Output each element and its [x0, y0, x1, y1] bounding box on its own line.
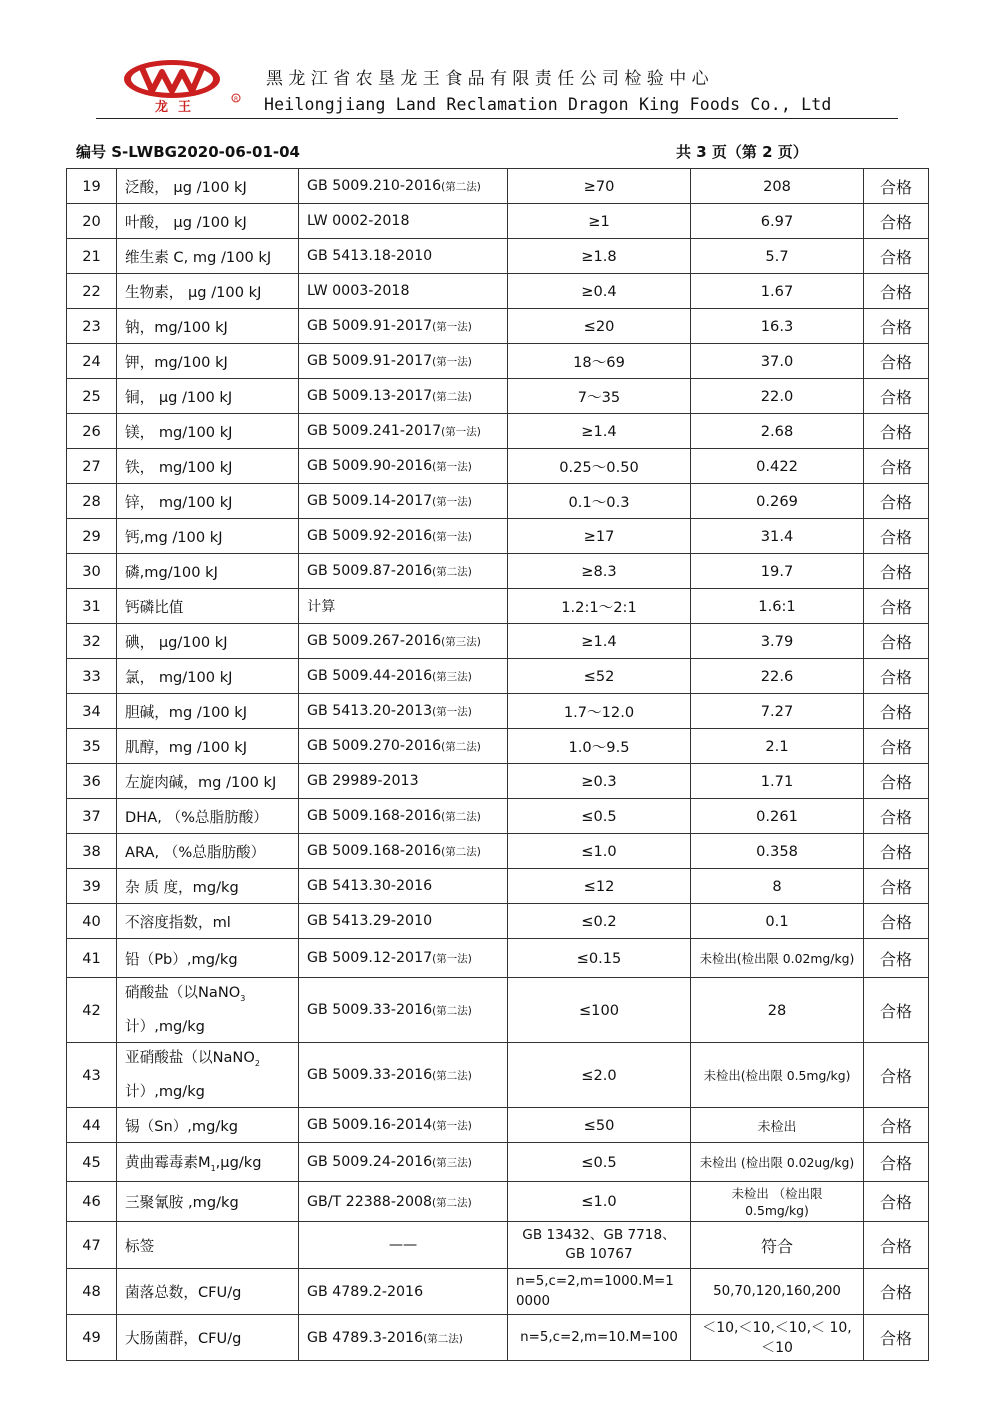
table-row — [67, 659, 929, 694]
row-number: 26 — [67, 414, 117, 449]
test-result: 31.4 — [691, 519, 864, 554]
judgement: 合格 — [864, 484, 929, 519]
table-row — [67, 379, 929, 414]
row-number: 28 — [67, 484, 117, 519]
standard-value: n=5,c=2,m=1000.M=10000 — [508, 1269, 691, 1315]
standard-value: ≥17 — [508, 519, 691, 554]
row-number: 23 — [67, 309, 117, 344]
table-row — [67, 799, 929, 834]
test-result: 208 — [691, 169, 864, 204]
table-row — [67, 1108, 929, 1143]
test-item: 钠，mg/100 kJ — [117, 309, 299, 344]
test-item: 镁， mg/100 kJ — [117, 414, 299, 449]
standard-value: ≤50 — [508, 1108, 691, 1143]
company-name-cn: 黑龙江省农垦龙王食品有限责任公司检验中心 — [266, 69, 714, 89]
test-item: 泛酸， μg /100 kJ — [117, 169, 299, 204]
table-row — [67, 1222, 929, 1269]
report-number: 编号 S-LWBG2020-06-01-04 — [76, 143, 300, 161]
judgement: 合格 — [864, 1143, 929, 1182]
judgement: 合格 — [864, 449, 929, 484]
test-item: 钙,mg /100 kJ — [117, 519, 299, 554]
test-result: 0.422 — [691, 449, 864, 484]
standard-value: ≥0.4 — [508, 274, 691, 309]
judgement: 合格 — [864, 1222, 929, 1269]
standard-value: ≤1.0 — [508, 834, 691, 869]
test-method: GB 5009.168-2016(第二法) — [299, 834, 508, 869]
test-method: GB 5009.91-2017(第一法) — [299, 344, 508, 379]
judgement: 合格 — [864, 729, 929, 764]
test-result: 7.27 — [691, 694, 864, 729]
table-row — [67, 449, 929, 484]
test-result: 0.1 — [691, 904, 864, 939]
table-row — [67, 1269, 929, 1315]
test-result: 50,70,120,160,200 — [691, 1269, 864, 1315]
test-item: 锌， mg/100 kJ — [117, 484, 299, 519]
row-number: 38 — [67, 834, 117, 869]
test-item: 菌落总数，CFU/g — [117, 1269, 299, 1315]
test-method: GB 5413.29-2010 — [299, 904, 508, 939]
test-result: 22.6 — [691, 659, 864, 694]
row-number: 37 — [67, 799, 117, 834]
test-item: 铅（Pb）,mg/kg — [117, 939, 299, 978]
test-item: 维生素 C, mg /100 kJ — [117, 239, 299, 274]
judgement: 合格 — [864, 978, 929, 1043]
judgement: 合格 — [864, 519, 929, 554]
test-item: 胆碱，mg /100 kJ — [117, 694, 299, 729]
test-method: GB 5009.168-2016(第二法) — [299, 799, 508, 834]
test-item: 三聚氰胺 ,mg/kg — [117, 1182, 299, 1222]
test-result: 未检出(检出限 0.5mg/kg) — [691, 1043, 864, 1108]
row-number: 27 — [67, 449, 117, 484]
judgement: 合格 — [864, 869, 929, 904]
table-row — [67, 589, 929, 624]
standard-value: ≤100 — [508, 978, 691, 1043]
logo-text: 龙王 — [155, 100, 202, 114]
judgement: 合格 — [864, 204, 929, 239]
standard-value: ≥70 — [508, 169, 691, 204]
table-row — [67, 344, 929, 379]
judgement: 合格 — [864, 764, 929, 799]
row-number: 30 — [67, 554, 117, 589]
test-method: GB 5413.20-2013(第一法) — [299, 694, 508, 729]
row-number: 40 — [67, 904, 117, 939]
standard-value: 0.1～0.3 — [508, 484, 691, 519]
row-number: 41 — [67, 939, 117, 978]
test-result: 2.68 — [691, 414, 864, 449]
test-method: GB 5009.33-2016(第二法) — [299, 978, 508, 1043]
test-method: GB 4789.3-2016(第二法) — [299, 1315, 508, 1361]
judgement: 合格 — [864, 904, 929, 939]
test-item: 铁， mg/100 kJ — [117, 449, 299, 484]
test-method: GB 4789.2-2016 — [299, 1269, 508, 1315]
test-item: 生物素， μg /100 kJ — [117, 274, 299, 309]
test-method: LW 0002-2018 — [299, 204, 508, 239]
test-method: LW 0003-2018 — [299, 274, 508, 309]
standard-value: ≤52 — [508, 659, 691, 694]
row-number: 32 — [67, 624, 117, 659]
standard-value: ≥0.3 — [508, 764, 691, 799]
judgement: 合格 — [864, 939, 929, 978]
standard-value: 18～69 — [508, 344, 691, 379]
standard-value: ≤2.0 — [508, 1043, 691, 1108]
row-number: 20 — [67, 204, 117, 239]
table-row — [67, 519, 929, 554]
test-method: GB 5009.12-2017(第一法) — [299, 939, 508, 978]
test-item: 碘， μg/100 kJ — [117, 624, 299, 659]
row-number: 48 — [67, 1269, 117, 1315]
test-result: 5.7 — [691, 239, 864, 274]
table-row — [67, 169, 929, 204]
row-number: 21 — [67, 239, 117, 274]
svg-text:R: R — [234, 96, 239, 103]
judgement: 合格 — [864, 834, 929, 869]
test-result: 1.71 — [691, 764, 864, 799]
test-item: 标签 — [117, 1222, 299, 1269]
test-method: GB/T 22388-2008(第二法) — [299, 1182, 508, 1222]
standard-value: ≤0.2 — [508, 904, 691, 939]
test-result: 22.0 — [691, 379, 864, 414]
row-number: 24 — [67, 344, 117, 379]
judgement: 合格 — [864, 239, 929, 274]
row-number: 22 — [67, 274, 117, 309]
table-row — [67, 309, 929, 344]
test-method: GB 5009.24-2016(第三法) — [299, 1143, 508, 1182]
test-method: GB 5009.91-2017(第一法) — [299, 309, 508, 344]
test-method: GB 5009.267-2016(第三法) — [299, 624, 508, 659]
judgement: 合格 — [864, 344, 929, 379]
test-result: 28 — [691, 978, 864, 1043]
judgement: 合格 — [864, 1182, 929, 1222]
test-method: —— — [299, 1222, 508, 1269]
table-row — [67, 978, 929, 1043]
standard-value: ≤0.15 — [508, 939, 691, 978]
table-row — [67, 1315, 929, 1361]
test-method: GB 5413.18-2010 — [299, 239, 508, 274]
row-number: 46 — [67, 1182, 117, 1222]
table-row — [67, 694, 929, 729]
table-row — [67, 554, 929, 589]
test-item: 叶酸， μg /100 kJ — [117, 204, 299, 239]
row-number: 45 — [67, 1143, 117, 1182]
header-divider — [96, 118, 898, 119]
standard-value: ≥1 — [508, 204, 691, 239]
test-result: 未检出 (检出限 0.02ug/kg) — [691, 1143, 864, 1182]
test-item: 锡（Sn）,mg/kg — [117, 1108, 299, 1143]
row-number: 35 — [67, 729, 117, 764]
test-result: 3.79 — [691, 624, 864, 659]
test-result: 0.358 — [691, 834, 864, 869]
test-item: ARA, （%总脂肪酸） — [117, 834, 299, 869]
standard-value: ≤1.0 — [508, 1182, 691, 1222]
judgement: 合格 — [864, 554, 929, 589]
standard-value: ≤12 — [508, 869, 691, 904]
test-item: 肌醇，mg /100 kJ — [117, 729, 299, 764]
standard-value: ≤20 — [508, 309, 691, 344]
judgement: 合格 — [864, 1108, 929, 1143]
table-row — [67, 764, 929, 799]
test-item: 黄曲霉毒素$M_1,\mu g/kg$ — [117, 1143, 299, 1182]
test-item: DHA, （%总脂肪酸） — [117, 799, 299, 834]
table-row — [67, 904, 929, 939]
judgement: 合格 — [864, 309, 929, 344]
test-method: GB 5009.16-2014(第一法) — [299, 1108, 508, 1143]
test-result: 8 — [691, 869, 864, 904]
judgement: 合格 — [864, 694, 929, 729]
company-logo — [122, 58, 244, 114]
table-row — [67, 1143, 929, 1182]
test-item: 氯， mg/100 kJ — [117, 659, 299, 694]
standard-value: n=5,c=2,m=10.M=100 — [508, 1315, 691, 1361]
row-number: 36 — [67, 764, 117, 799]
row-number: 33 — [67, 659, 117, 694]
test-item: 不溶度指数，ml — [117, 904, 299, 939]
test-method: GB 5009.13-2017(第二法) — [299, 379, 508, 414]
row-number: 42 — [67, 978, 117, 1043]
standard-value: 1.7～12.0 — [508, 694, 691, 729]
judgement: 合格 — [864, 274, 929, 309]
judgement: 合格 — [864, 659, 929, 694]
standard-value: 1.2:1～2:1 — [508, 589, 691, 624]
test-result: 1.6:1 — [691, 589, 864, 624]
test-method: GB 5009.33-2016(第二法) — [299, 1043, 508, 1108]
standard-value: 1.0～9.5 — [508, 729, 691, 764]
standard-value: ≥1.4 — [508, 624, 691, 659]
row-number: 47 — [67, 1222, 117, 1269]
test-result: 2.1 — [691, 729, 864, 764]
test-result: 0.269 — [691, 484, 864, 519]
table-row — [67, 239, 929, 274]
test-result: 符合 — [691, 1222, 864, 1269]
test-method: GB 5413.30-2016 — [299, 869, 508, 904]
standard-value: ≤0.5 — [508, 799, 691, 834]
test-item: 硝酸盐（以NaNO$_3$ 计）,mg/kg — [117, 978, 299, 1043]
table-row — [67, 834, 929, 869]
test-result: 16.3 — [691, 309, 864, 344]
table-row — [67, 1043, 929, 1108]
table-row — [67, 1182, 929, 1222]
table-row — [67, 274, 929, 309]
test-method: GB 29989-2013 — [299, 764, 508, 799]
row-number: 43 — [67, 1043, 117, 1108]
standard-value: 7～35 — [508, 379, 691, 414]
table-body-special — [67, 939, 929, 1361]
standard-value: ≥8.3 — [508, 554, 691, 589]
test-item: 大肠菌群，CFU/g — [117, 1315, 299, 1361]
test-item: 钾，mg/100 kJ — [117, 344, 299, 379]
row-number: 29 — [67, 519, 117, 554]
row-number: 25 — [67, 379, 117, 414]
test-method: GB 5009.14-2017(第一法) — [299, 484, 508, 519]
test-method: GB 5009.210-2016(第二法) — [299, 169, 508, 204]
test-result: 0.261 — [691, 799, 864, 834]
test-item: 左旋肉碱，mg /100 kJ — [117, 764, 299, 799]
table-row — [67, 869, 929, 904]
judgement: 合格 — [864, 1269, 929, 1315]
test-result: 未检出(检出限 0.02mg/kg) — [691, 939, 864, 978]
test-item: 亚硝酸盐（以NaNO$_2$ 计）,mg/kg — [117, 1043, 299, 1108]
table-row — [67, 939, 929, 978]
table-row — [67, 624, 929, 659]
test-item: 磷,mg/100 kJ — [117, 554, 299, 589]
company-name-en: Heilongjiang Land Reclamation Dragon King Foods Co., Ltd — [264, 95, 832, 114]
table-body — [67, 169, 929, 939]
row-number: 49 — [67, 1315, 117, 1361]
judgement: 合格 — [864, 1315, 929, 1361]
test-method: GB 5009.241-2017(第一法) — [299, 414, 508, 449]
table-row — [67, 729, 929, 764]
standard-value: ≥1.8 — [508, 239, 691, 274]
page-info: 共 3 页（第 2 页） — [676, 143, 808, 161]
judgement: 合格 — [864, 799, 929, 834]
test-method: 计算 — [299, 589, 508, 624]
test-result: 19.7 — [691, 554, 864, 589]
test-method: GB 5009.44-2016(第三法) — [299, 659, 508, 694]
test-item: 钙磷比值 — [117, 589, 299, 624]
company-block — [264, 64, 832, 114]
test-item: 杂 质 度，mg/kg — [117, 869, 299, 904]
test-result: ＜10,＜10,＜10,＜ 10,＜10 — [691, 1315, 864, 1361]
table-row — [67, 204, 929, 239]
test-result: 未检出 （检出限 0.5mg/kg) — [691, 1182, 864, 1222]
standard-value: GB 13432、GB 7718、 GB 10767 — [508, 1222, 691, 1269]
judgement: 合格 — [864, 414, 929, 449]
test-method: GB 5009.87-2016(第二法) — [299, 554, 508, 589]
judgement: 合格 — [864, 589, 929, 624]
row-number: 19 — [67, 169, 117, 204]
row-number: 39 — [67, 869, 117, 904]
judgement: 合格 — [864, 379, 929, 414]
test-result: 未检出 — [691, 1108, 864, 1143]
standard-value: 0.25～0.50 — [508, 449, 691, 484]
judgement: 合格 — [864, 624, 929, 659]
standard-value: ≥1.4 — [508, 414, 691, 449]
table-row — [67, 414, 929, 449]
test-method: GB 5009.90-2016(第一法) — [299, 449, 508, 484]
row-number: 44 — [67, 1108, 117, 1143]
test-method: GB 5009.270-2016(第二法) — [299, 729, 508, 764]
standard-value: ≤0.5 — [508, 1143, 691, 1182]
test-result: 37.0 — [691, 344, 864, 379]
test-result: 6.97 — [691, 204, 864, 239]
test-result: 1.67 — [691, 274, 864, 309]
test-method: GB 5009.92-2016(第一法) — [299, 519, 508, 554]
row-number: 31 — [67, 589, 117, 624]
table-row — [67, 484, 929, 519]
test-results-table — [66, 168, 929, 1361]
judgement: 合格 — [864, 169, 929, 204]
judgement: 合格 — [864, 1043, 929, 1108]
test-item: 铜， μg /100 kJ — [117, 379, 299, 414]
row-number: 34 — [67, 694, 117, 729]
